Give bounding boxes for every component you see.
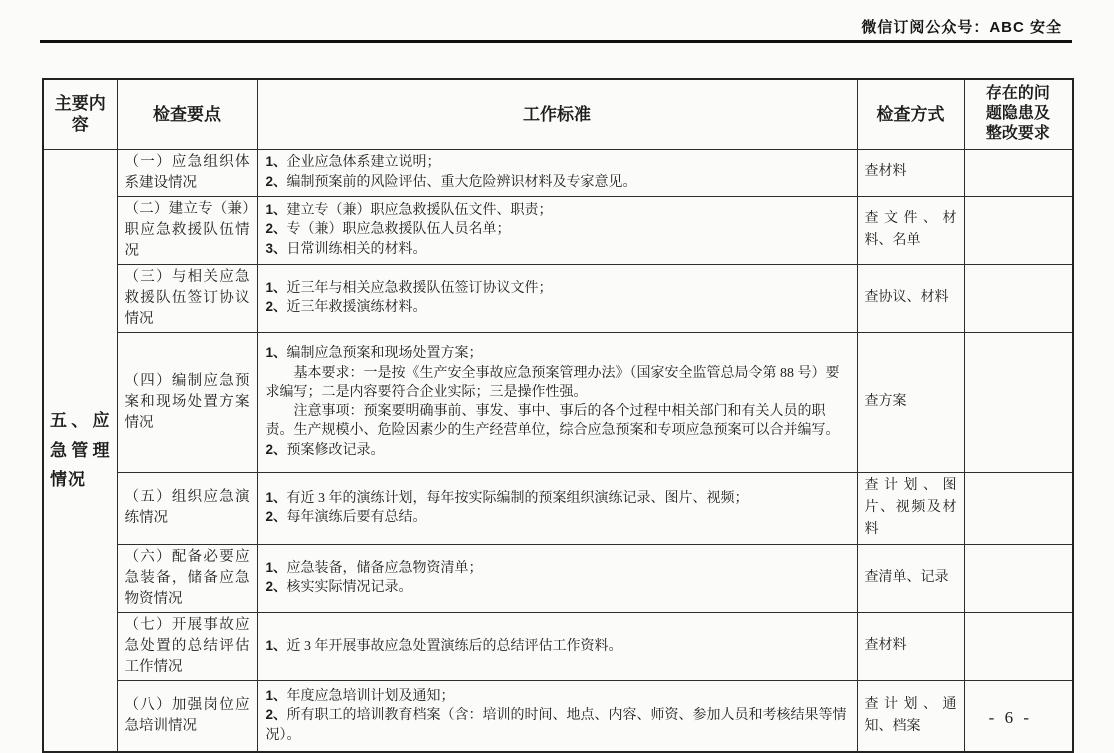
work-standard-cell [257,544,857,612]
header-label: 工作标准 [523,104,591,124]
standard-line: 1、企业应急体系建立说明； [265,154,441,171]
header-label: 存在的问题隐患及整改要求 [985,85,1050,143]
check-point-cell: （一）应急组织体系建设情况 [117,149,257,196]
standard-line: 3、日常训练相关的材料。 [265,240,427,257]
work-standard-cell [257,196,857,264]
check-method-cell: 查文件、材料、名单 [857,196,964,264]
standard-line: 2、编制预案前的风险评估、重大危险辨识材料及专家意见。 [265,173,637,190]
check-point-cell: （八）加强岗位应急培训情况 [117,680,257,752]
page-number: - 6 - [988,708,1032,727]
header-label: 主要内容 [54,94,106,135]
standard-line: 1、建立专（兼）职应急救援队伍文件、职责； [265,202,553,219]
table-row [43,264,1073,332]
standard-line: 1、近 3 年开展事故应急处置演练后的总结评估工作资料。 [265,637,623,654]
check-method-cell: 查清单、记录 [857,544,964,612]
check-point-cell: （六）配备必要应急装备，储备应急物资情况 [117,544,257,612]
standard-line: 1、应急装备，储备应急物资清单； [265,560,483,576]
work-standard-cell [257,149,857,196]
check-method-cell: 查协议、材料 [857,264,964,332]
header-check-points [117,79,257,149]
wechat-account-text: 微信订阅公众号：ABC 安全 [861,19,1062,36]
issues-cell [964,332,1073,472]
standard-line: 基本要求：一是按《生产安全事故应急预案管理办法》（国家安全监管总局令第 88 号）要求编写；二是内容要符合企业实际；三是操作性强。 [265,365,840,400]
check-method-cell: 查计划、图片、视频及材料 [857,472,964,544]
work-standard-cell [257,680,857,752]
work-standard-cell [257,612,857,680]
standard-line: 1、编制应急预案和现场处置方案； [265,345,483,362]
standard-line: 2、专（兼）职应急救援队伍人员名单； [265,221,511,238]
table-row [43,680,1073,752]
standard-line: 1、近三年与相关应急救援队伍签订协议文件； [265,279,553,296]
header-main-content [43,79,117,149]
table-row [43,472,1073,544]
header-check-method [857,79,964,149]
standard-line: 2、近三年救援演练材料。 [265,299,427,316]
issues-cell [964,472,1073,544]
standard-line: 1、年度应急培训计划及通知； [265,688,455,705]
work-standard-cell [257,264,857,332]
standard-line: 2、核实实际情况记录。 [265,579,413,596]
main-content-label: 五、应急管理情况 [50,410,111,490]
table-row [43,196,1073,264]
table-row [43,332,1073,472]
table-row [43,544,1073,612]
table-row [43,149,1073,196]
header-divider [40,40,1072,43]
check-method-cell: 查方案 [857,332,964,472]
check-point-cell: （二）建立专（兼）职应急救援队伍情况 [117,196,257,264]
work-standard-cell [257,332,857,472]
issues-cell [964,149,1073,196]
header-label: 检查方式 [876,104,945,124]
check-point-cell: （七）开展事故应急处置的总结评估工作情况 [117,612,257,680]
standard-line: 2、每年演练后要有总结。 [265,509,427,526]
main-content-cell [43,149,117,752]
header-work-standard [257,79,857,149]
issues-cell [964,612,1073,680]
check-point-cell: （三）与相关应急救援队伍签订协议情况 [117,264,257,332]
check-method-cell: 查计划、通知、档案 [857,680,964,752]
table-header-row [43,79,1073,149]
wechat-account-header [861,16,1062,37]
check-method-cell: 查材料 [857,612,964,680]
header-label: 检查要点 [153,104,221,124]
check-method-cell: 查材料 [857,149,964,196]
header-issues [964,79,1073,149]
table-row [43,612,1073,680]
standard-line: 1、有近 3 年的演练计划，每年按实际编制的预案组织演练记录、图片、视频； [265,489,749,506]
standard-line: 2、所有职工的培训教育档案（含：培训的时间、地点、内容、师资、参加人员和考核结果等情况）。 [265,707,847,743]
check-point-cell: （五）组织应急演练情况 [117,472,257,544]
table-body [43,149,1073,752]
issues-cell [964,544,1073,612]
standard-line: 2、预案修改记录。 [265,441,385,458]
work-standard-cell [257,472,857,544]
standard-line: 注意事项：预案要明确事前、事发、事中、事后的各个过程中相关部门和有关人员的职责。生产规模小、危险因素少的生产经营单位，综合应急预案和专项应急预案可以合并编写。 [265,404,840,439]
issues-cell [964,196,1073,264]
inspection-table [42,78,1074,753]
issues-cell [964,264,1073,332]
check-point-cell: （四）编制应急预案和现场处置方案情况 [117,332,257,472]
